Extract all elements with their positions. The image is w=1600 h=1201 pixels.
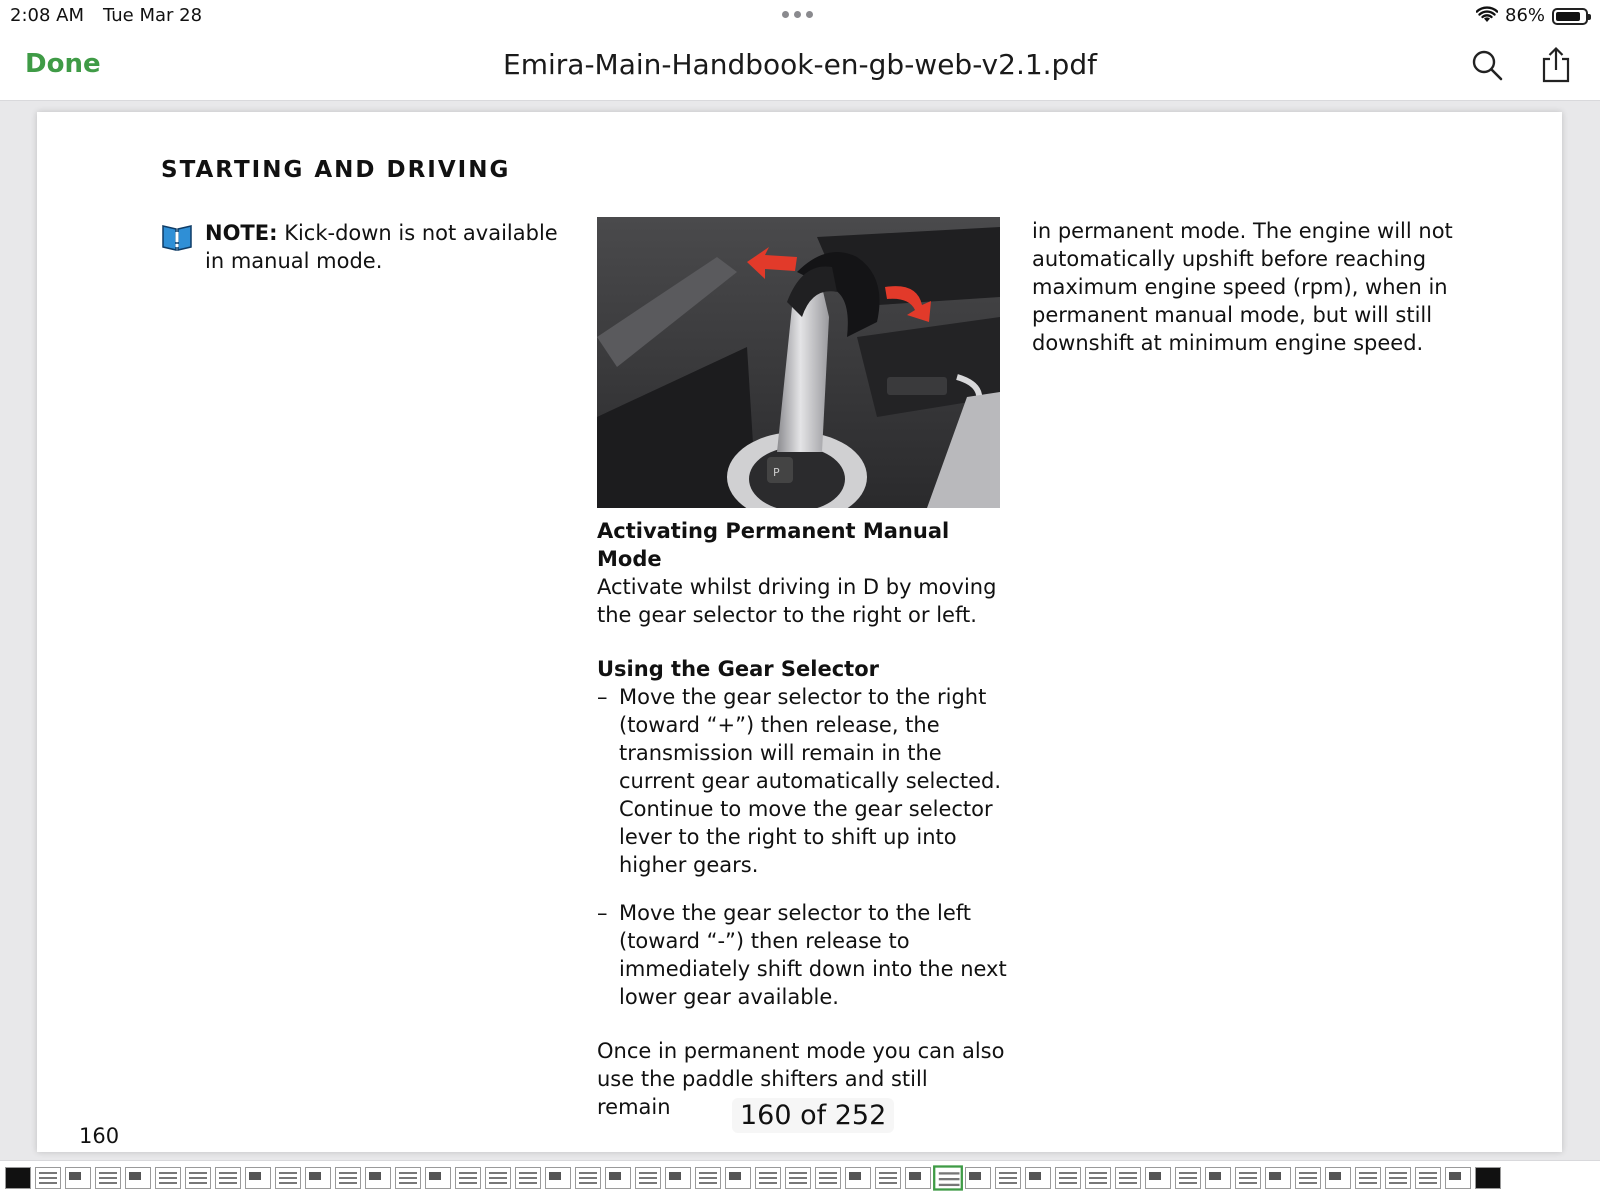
page-thumbnail[interactable] xyxy=(1325,1167,1351,1189)
done-button[interactable]: Done xyxy=(25,49,101,79)
page-thumbnail[interactable] xyxy=(545,1167,571,1189)
page-thumbnail[interactable] xyxy=(185,1167,211,1189)
pdf-page[interactable] xyxy=(37,112,1562,1152)
page-thumbnail[interactable] xyxy=(425,1167,451,1189)
list-item: – Move the gear selector to the right (toward “+”) then release, the transmission will remain in the current gear automatically selected. Continue to move the gear selector lever to the right to shift up into higher gears. xyxy=(597,685,1002,877)
bullet-text: Move the gear selector to the right (toward “+”) then release, the transmission will remain in the current gear automatically selected. Continue to move the gear selector lever to the right to shift up into higher gears. xyxy=(619,685,1002,877)
page-thumbnail[interactable] xyxy=(635,1167,661,1189)
gear-selector-heading: Using the Gear Selector xyxy=(597,657,879,681)
page-thumbnail[interactable] xyxy=(905,1167,931,1189)
page-indicator: 160 of 252 xyxy=(732,1098,894,1133)
page-thumbnail[interactable] xyxy=(665,1167,691,1189)
battery-icon xyxy=(1552,8,1588,25)
page-thumbnail[interactable] xyxy=(1295,1167,1321,1189)
share-icon[interactable] xyxy=(1540,46,1572,84)
page-thumbnail[interactable] xyxy=(1205,1167,1231,1189)
gear-selector-photo xyxy=(597,217,1000,508)
page-thumbnail[interactable] xyxy=(65,1167,91,1189)
svg-text:P: P xyxy=(773,466,780,479)
page-thumbnail[interactable] xyxy=(575,1167,601,1189)
page-thumbnail[interactable] xyxy=(1355,1167,1381,1189)
manual-note-icon xyxy=(161,221,193,253)
page-thumbnail[interactable] xyxy=(1085,1167,1111,1189)
note-label: NOTE: xyxy=(205,221,278,245)
page-thumbnail[interactable] xyxy=(605,1167,631,1189)
page-thumbnail[interactable] xyxy=(995,1167,1021,1189)
section-heading: STARTING AND DRIVING xyxy=(161,157,511,183)
page-thumbnail[interactable] xyxy=(845,1167,871,1189)
page-thumbnail[interactable] xyxy=(1265,1167,1291,1189)
list-item: – Move the gear selector to the left (toward “-”) then release to immediately shift down into the next lower gear available. xyxy=(597,901,1007,1009)
page-thumbnail[interactable] xyxy=(485,1167,511,1189)
page-thumbnail[interactable] xyxy=(1235,1167,1261,1189)
wifi-icon xyxy=(1476,6,1498,24)
page-thumbnail[interactable] xyxy=(1025,1167,1051,1189)
page-thumbnail[interactable] xyxy=(245,1167,271,1189)
page-thumbnail[interactable] xyxy=(215,1167,241,1189)
page-thumbnail[interactable] xyxy=(395,1167,421,1189)
middle-column xyxy=(597,517,1007,1121)
page-thumbnail[interactable] xyxy=(933,1165,963,1190)
search-icon[interactable] xyxy=(1470,48,1504,82)
nav-bar xyxy=(0,32,1600,101)
status-time: 2:08 AM xyxy=(10,5,84,26)
page-thumbnail[interactable] xyxy=(965,1167,991,1189)
page-thumbnail[interactable] xyxy=(455,1167,481,1189)
thumbnail-strip[interactable] xyxy=(0,1160,1600,1201)
page-thumbnail[interactable] xyxy=(155,1167,181,1189)
note-block xyxy=(161,219,581,275)
page-thumbnail[interactable] xyxy=(875,1167,901,1189)
page-thumbnail[interactable] xyxy=(5,1167,31,1189)
page-thumbnail[interactable] xyxy=(305,1167,331,1189)
status-bar xyxy=(0,0,1600,32)
page-thumbnail[interactable] xyxy=(125,1167,151,1189)
multitasking-dots-icon[interactable] xyxy=(782,11,813,18)
page-thumbnail[interactable] xyxy=(335,1167,361,1189)
page-thumbnail[interactable] xyxy=(1475,1167,1501,1189)
page-thumbnail[interactable] xyxy=(1445,1167,1471,1189)
page-thumbnail[interactable] xyxy=(515,1167,541,1189)
page-thumbnail[interactable] xyxy=(785,1167,811,1189)
page-thumbnail[interactable] xyxy=(815,1167,841,1189)
page-thumbnail[interactable] xyxy=(1115,1167,1141,1189)
page-thumbnail[interactable] xyxy=(95,1167,121,1189)
bullet-text: Move the gear selector to the left (toward “-”) then release to immediately shift down into the next lower gear available. xyxy=(619,901,1007,1009)
page-thumbnail[interactable] xyxy=(695,1167,721,1189)
note-text: Kick-down is not available in manual mode. xyxy=(205,221,558,273)
document-title: Emira-Main-Handbook-en-gb-web-v2.1.pdf xyxy=(503,48,1097,81)
page-thumbnail[interactable] xyxy=(755,1167,781,1189)
closing-text: Once in permanent mode you can also use the paddle shifters and still remain xyxy=(597,1039,1005,1119)
page-thumbnail[interactable] xyxy=(365,1167,391,1189)
page-number: 160 xyxy=(79,1124,120,1148)
page-thumbnail[interactable] xyxy=(725,1167,751,1189)
page-thumbnail[interactable] xyxy=(1175,1167,1201,1189)
page-thumbnail[interactable] xyxy=(275,1167,301,1189)
caption-text: Activate whilst driving in D by moving the gear selector to the right or left. xyxy=(597,575,997,627)
page-thumbnail[interactable] xyxy=(1145,1167,1171,1189)
caption-heading: Activating Permanent Manual Mode xyxy=(597,519,950,571)
page-thumbnail[interactable] xyxy=(1055,1167,1081,1189)
page-thumbnail[interactable] xyxy=(1415,1167,1441,1189)
battery-percent: 86% xyxy=(1505,5,1546,26)
page-thumbnail[interactable] xyxy=(1385,1167,1411,1189)
page-thumbnail[interactable] xyxy=(35,1167,61,1189)
right-column-text: in permanent mode. The engine will not automatically upshift before reaching maximum engine speed (rpm), when in permanent manual mode, but will still downshift at minimum engine speed. xyxy=(1032,219,1453,355)
status-date: Tue Mar 28 xyxy=(103,5,203,26)
